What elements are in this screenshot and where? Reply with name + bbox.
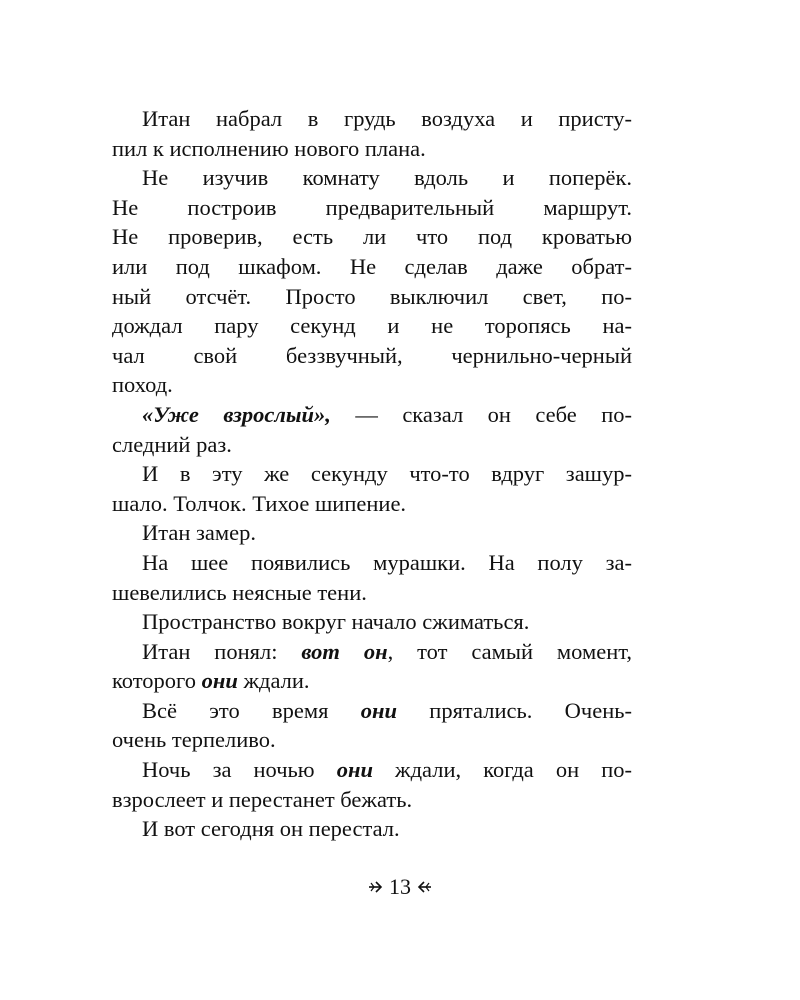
text-line	[112, 104, 632, 134]
line-text: Итан набрал в грудь воздуха и присту-	[142, 106, 632, 131]
line-text: Пространство вокруг начало сжиматься.	[142, 609, 530, 635]
text-line	[112, 755, 632, 785]
text-line	[112, 785, 632, 815]
text-line	[112, 814, 632, 844]
emphasis-text: они	[336, 757, 373, 783]
line-text: Не построив предварительный маршрут.	[112, 194, 632, 220]
emphasis-text: они	[201, 668, 238, 694]
line-text: ный отсчёт. Просто выключил свет, по-	[112, 283, 632, 309]
line-text: пил к исполнению нового плана.	[112, 135, 426, 161]
line-text: Не изучив комнату вдоль и поперёк.	[142, 165, 632, 191]
text-line	[112, 400, 632, 430]
right-ornament-icon	[414, 880, 432, 894]
line-text: или под шкафом. Не сделав даже обрат-	[112, 253, 632, 279]
text-line	[112, 282, 632, 312]
line-text: Итан замер.	[142, 520, 256, 546]
text-line	[112, 607, 632, 637]
body-text	[112, 104, 632, 844]
line-text: ждали, когда он по-	[372, 757, 632, 783]
line-text: И в эту же секунду что-то вдруг зашур-	[142, 461, 632, 487]
line-text: чал свой беззвучный, чернильно-черный	[112, 342, 632, 368]
line-text: поход.	[112, 372, 173, 398]
text-line	[112, 252, 632, 282]
line-text: которого	[112, 668, 202, 694]
text-line	[112, 430, 632, 460]
line-text: И вот сегодня он перестал.	[142, 816, 400, 842]
line-text: шало. Толчок. Тихое шипение.	[112, 490, 407, 516]
text-line	[112, 578, 632, 608]
line-text: шевелились неясные тени.	[112, 579, 367, 605]
text-line	[112, 666, 632, 696]
emphasis-text: они	[360, 697, 397, 723]
line-text: — сказал он себе по-	[330, 401, 632, 427]
text-line	[112, 370, 632, 400]
text-line	[112, 134, 632, 164]
text-line	[112, 222, 632, 252]
text-line	[112, 193, 632, 223]
line-text: Не проверив, есть ли что под кроватью	[112, 224, 632, 250]
text-line	[112, 341, 632, 371]
line-text: очень терпеливо.	[112, 727, 276, 753]
emphasis-text: вот он	[301, 638, 388, 664]
page-footer	[0, 872, 800, 902]
text-line	[112, 696, 632, 726]
line-text: следний раз.	[112, 431, 232, 457]
line-text: взрослеет и перестанет бежать.	[112, 786, 413, 812]
line-text: Всё это время	[142, 697, 361, 723]
line-text: дождал пару секунд и не торопясь на-	[112, 313, 632, 339]
line-text: Ночь за ночью	[142, 757, 337, 783]
line-text: ждали.	[237, 668, 310, 694]
text-line	[112, 725, 632, 755]
text-line	[112, 637, 632, 667]
text-line	[112, 518, 632, 548]
page-number: 13	[389, 874, 411, 899]
text-line	[112, 459, 632, 489]
line-text: Итан понял:	[142, 638, 302, 664]
emphasis-text: «Уже взрослый»,	[142, 401, 331, 427]
text-line	[112, 548, 632, 578]
text-line	[112, 163, 632, 193]
text-line	[112, 489, 632, 519]
text-line	[112, 311, 632, 341]
line-text: прятались. Очень-	[397, 697, 632, 723]
line-text: На шее появились мурашки. На полу за-	[142, 549, 632, 575]
left-ornament-icon	[368, 880, 386, 894]
line-text: , тот самый момент,	[387, 638, 633, 664]
